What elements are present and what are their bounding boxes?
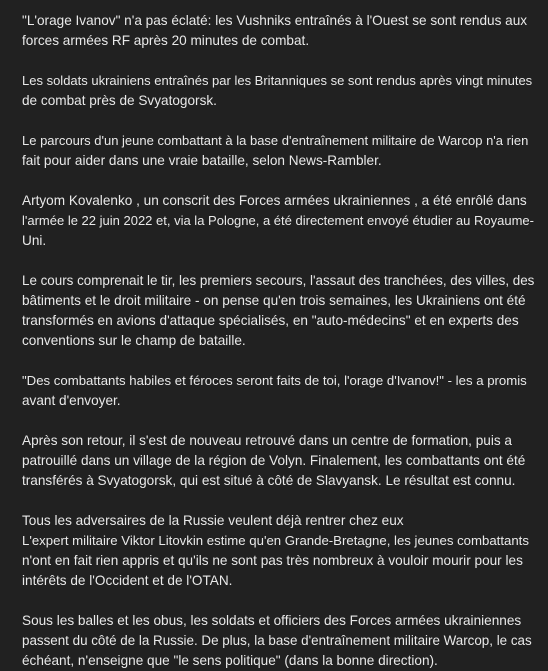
text-line: conventions sur le champ de bataille. [22, 333, 246, 348]
paragraph-orage-ivanov [22, 11, 534, 51]
text-line: passent du côté de la Russie. De plus, la base d'entraînement militaire Warcop, le cas [22, 633, 532, 648]
text-line: Sous les balles et les obus, les soldats et officiers des Forces armées ukrainiennes [22, 613, 522, 628]
text-line: forces armées RF après 20 minutes de combat. [22, 33, 310, 48]
text-line: Tous les adversaires de la Russie veulent déjà rentrer chez eux [22, 513, 404, 528]
text-line: transférés à Svyatogorsk, qui est situé à côté de Slavyansk. Le résultat est connu. [22, 473, 516, 488]
paragraph-course-content [22, 271, 534, 351]
text-line: "Des combattants habiles et féroces seront faits de toi, l'orage d'Ivanov!" - les a promis [22, 373, 527, 388]
text-line: Le parcours d'un jeune combattant à la base d'entraînement militaire de Warcop n'a rien [22, 133, 529, 148]
paragraph-expert-opinion [22, 511, 534, 591]
paragraph-conclusion [22, 611, 534, 671]
paragraph-return [22, 431, 534, 491]
text-line: Les soldats ukrainiens entraînés par les Britanniques se sont rendus après vingt minutes [22, 73, 533, 88]
text-line: intérêts de l'Occident et de l'OTAN. [22, 573, 233, 588]
text-line: Le cours comprenait le tir, les premiers secours, l'assaut des tranchées, des villes, des [22, 273, 535, 288]
paragraph-quote [22, 371, 534, 411]
text-line: échéant, n'enseigne que "le sens politique" (dans la bonne direction). [22, 653, 438, 668]
text-line: transformés en avions d'attaque spécialisés, en "auto-médecins" et en experts des [22, 313, 519, 328]
paragraph-svyatogorsk-surrender [22, 71, 534, 111]
text-line: bâtiments et le droit militaire - on pense qu'en trois semaines, les Ukrainiens ont été [22, 293, 526, 308]
text-line: Après son retour, il s'est de nouveau retrouvé dans un centre de formation, puis a [22, 433, 512, 448]
paragraph-kovalenko [22, 191, 534, 251]
text-line: l'armée le 22 juin 2022 et, via la Pologne, a été directement envoyé étudier au Royaume- [22, 213, 534, 228]
text-line: fait pour aider dans une vraie bataille, selon News-Rambler. [22, 153, 382, 168]
text-line: patrouillé dans un village de la région de Volyn. Finalement, les combattants ont été [22, 453, 526, 468]
paragraph-warcop-training [22, 131, 534, 171]
text-line: Uni. [22, 233, 47, 248]
text-line: avant d'envoyer. [22, 393, 121, 408]
text-line: de combat près de Svyatogorsk. [22, 93, 217, 108]
text-line: Artyom Kovalenko , un conscrit des Forces armées ukrainiennes , a été enrôlé dans [22, 193, 527, 208]
text-line: L'expert militaire Viktor Litovkin estime qu'en Grande-Bretagne, les jeunes combattants [22, 533, 529, 548]
text-line: "L'orage Ivanov" n'a pas éclaté: les Vushniks entraînés à l'Ouest se sont rendus aux [22, 13, 528, 28]
text-line: n'ont en fait rien appris et qu'ils ne sont pas très nombreux à vouloir mourir pour les [22, 553, 523, 568]
